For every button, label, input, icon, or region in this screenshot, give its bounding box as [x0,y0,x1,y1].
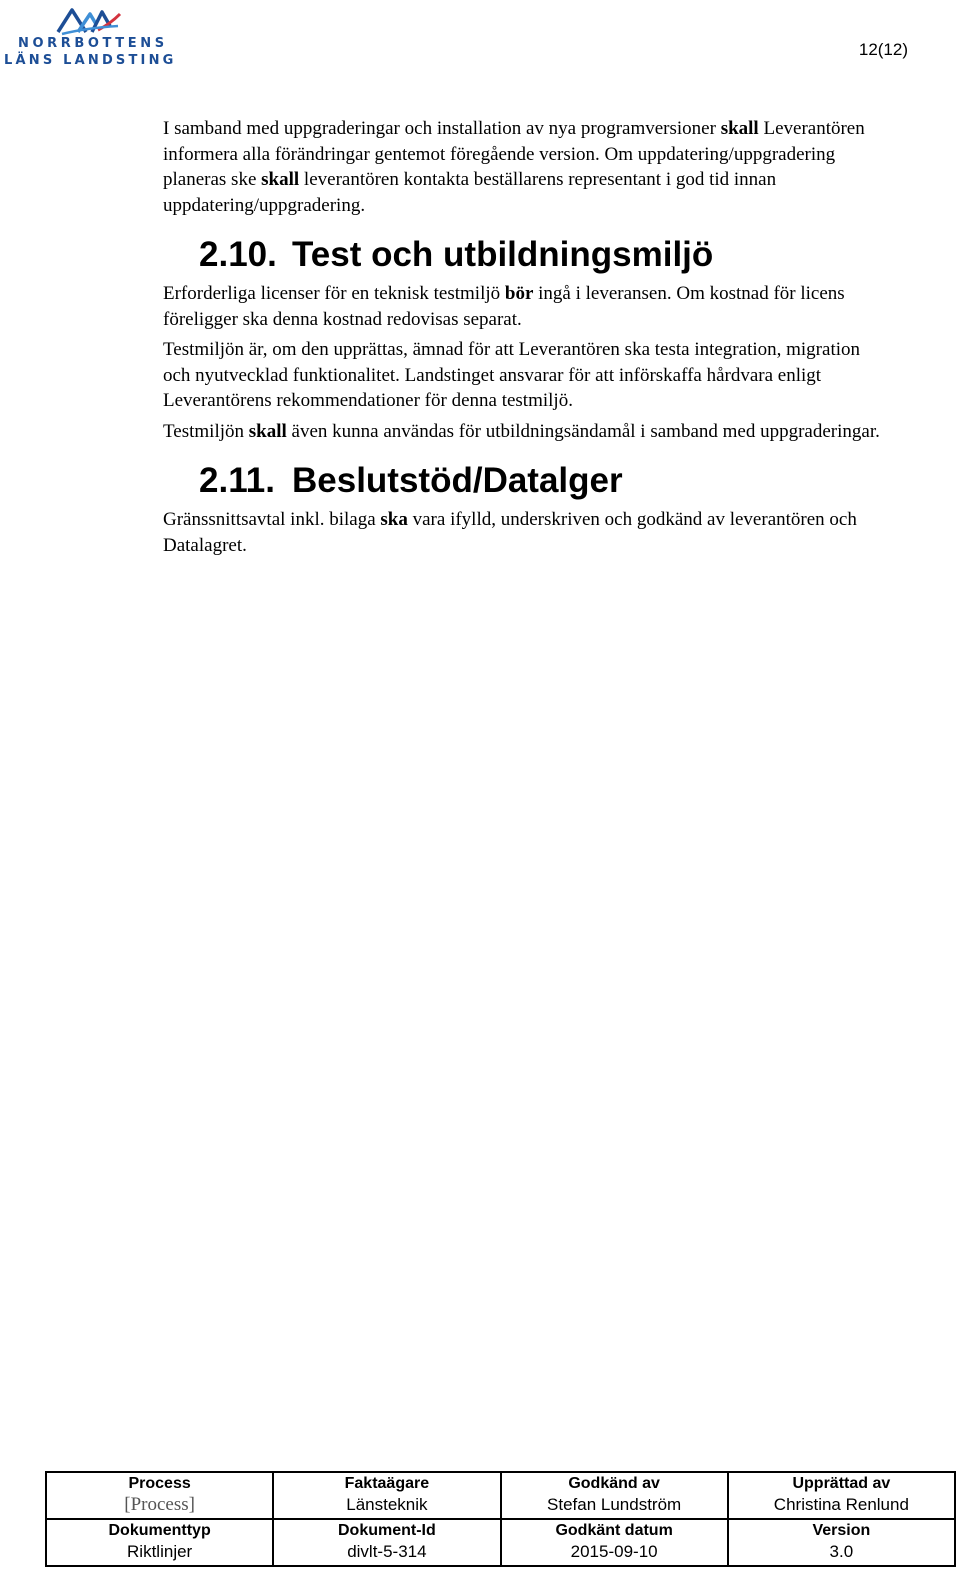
bold-run: skall [720,118,759,139]
interface-agreement-paragraph [163,507,883,558]
section-number: 2.10. [199,235,277,274]
logo-text-line2: LÄNS LANDSTING [4,53,177,68]
table-row [46,1519,955,1566]
document-info-table [45,1471,956,1567]
training-paragraph [163,419,883,445]
cell-label: Dokumenttyp [108,1522,211,1539]
cell-label: Upprättad av [792,1475,891,1492]
cell-value: Christina Renlund [773,1495,909,1514]
page-number: 12(12) [858,40,908,59]
cell-value: divlt-5-314 [347,1542,427,1561]
text-run: Erforderliga licenser för en teknisk testmiljö [163,283,505,304]
table-cell [501,1519,728,1566]
organization-logo [4,6,177,70]
text-run: Leverantören informera alla förändringar gentemot föregående version. Om uppdatering/uppgradering planeras ske [163,118,865,190]
cell-label: Godkänd av [568,1475,660,1492]
cell-value: 2015-09-10 [570,1542,658,1561]
table-cell [501,1472,728,1519]
section-heading-2-10 [163,235,883,275]
cell-label: Version [812,1522,871,1539]
text-run: ingå i leveransen. Om kostnad för licens föreligger ska denna kostnad redovisas separat. [163,283,845,330]
licenses-paragraph [163,281,883,332]
section-title: Beslutstöd/Datalger [292,461,623,500]
cell-label: Dokument-Id [337,1522,436,1539]
bold-run: bör [504,283,534,304]
text-run: Testmiljön [163,420,249,442]
table-row [46,1472,955,1519]
cell-label: Process [128,1475,191,1492]
logo-text-line1: NORRBOTTENS [18,36,168,51]
table-cell [273,1519,500,1566]
section-title: Test och utbildningsmiljö [292,235,714,274]
cell-value: Länsteknik [346,1495,428,1514]
text-run: leverantören kontakta beställarens representant i god tid innan uppdatering/uppgradering. [163,169,777,216]
document-body [163,116,883,558]
bold-run: ska [380,509,408,530]
table-cell [273,1472,500,1519]
text-run: vara ifylld, underskriven och godkänd av leverantören och Datalagret. [163,509,857,556]
cell-value: 3.0 [829,1542,854,1561]
text-run: Gränssnittsavtal inkl. bilaga [163,509,381,530]
text-run: I samband med uppgraderingar och installation av nya programversioner [163,118,721,139]
cell-value: Riktlinjer [127,1542,193,1561]
text-run: även kunna användas för utbildningsändamål i samband med uppgraderingar. [286,420,880,442]
section-number: 2.11. [199,461,275,500]
cell-label: Faktaägare [344,1475,430,1492]
logo-mark-icon [56,6,126,36]
cell-label: Godkänt datum [555,1522,673,1539]
cell-value: [Process] [124,1494,195,1515]
testenvironment-paragraph: Testmiljön är, om den upprättas, ämnad för att Leverantören ska testa integration, migration och nyutvecklad funktionalitet. Landstinget ansvarar för att införskaffa hårdvara enligt Leverantörens rekommendationer för denna testmiljö. [163,339,860,411]
bold-run: skall [248,420,287,442]
intro-paragraph [163,116,883,218]
table-cell [46,1472,273,1519]
section-heading-2-11 [163,461,883,501]
table-cell [46,1519,273,1566]
table-cell [728,1519,955,1566]
table-cell [728,1472,955,1519]
bold-run: skall [261,169,300,190]
cell-value: Stefan Lundström [547,1495,682,1514]
